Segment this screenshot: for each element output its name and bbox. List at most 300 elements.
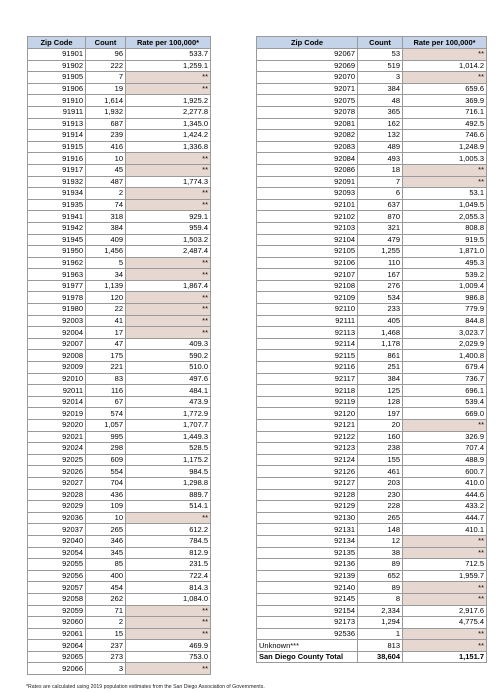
count-cell: 132 xyxy=(358,130,403,142)
rate-cell: 919.5 xyxy=(403,234,487,246)
table-row xyxy=(257,420,487,432)
zip-code-cell: 92065 xyxy=(28,651,86,663)
zip-code-cell: 92081 xyxy=(257,118,358,130)
count-cell: 262 xyxy=(86,593,126,605)
zip-code-cell: 92026 xyxy=(28,466,86,478)
zip-code-cell: 91962 xyxy=(28,257,86,269)
count-cell: 18 xyxy=(358,164,403,176)
rate-cell: 1,084.0 xyxy=(126,593,211,605)
count-cell: 454 xyxy=(86,582,126,594)
count-cell: 1,178 xyxy=(358,338,403,350)
zip-code-cell: 92054 xyxy=(28,547,86,559)
count-cell: 870 xyxy=(358,211,403,223)
zip-code-cell: 92061 xyxy=(28,628,86,640)
rate-cell: 1,336.8 xyxy=(126,141,211,153)
count-cell: 1,294 xyxy=(358,617,403,629)
table-row xyxy=(28,489,211,501)
rate-cell: 722.4 xyxy=(126,570,211,582)
count-cell: 346 xyxy=(86,535,126,547)
zip-code-cell: 92127 xyxy=(257,477,358,489)
count-cell: 20 xyxy=(358,420,403,432)
rate-cell: 1,400.8 xyxy=(403,350,487,362)
count-cell: 276 xyxy=(358,280,403,292)
count-cell: 318 xyxy=(86,211,126,223)
table-row xyxy=(257,535,487,547)
rate-cell: 889.7 xyxy=(126,489,211,501)
table-row xyxy=(28,605,211,617)
count-cell: 574 xyxy=(86,408,126,420)
table-row xyxy=(257,559,487,571)
table-row xyxy=(28,338,211,350)
count-cell: 175 xyxy=(86,350,126,362)
table-row xyxy=(257,269,487,281)
rate-cell: 959.4 xyxy=(126,222,211,234)
rate-cell: 539.4 xyxy=(403,396,487,408)
zip-code-cell: 91978 xyxy=(28,292,86,304)
zip-code-cell: 91963 xyxy=(28,269,86,281)
zip-code-cell: 92536 xyxy=(257,628,358,640)
count-cell: 22 xyxy=(86,304,126,316)
rate-cell: 3,023.7 xyxy=(403,327,487,339)
zip-code-cell: 92091 xyxy=(257,176,358,188)
zip-code-cell: 92020 xyxy=(28,420,86,432)
rate-cell: 1,707.7 xyxy=(126,420,211,432)
table-row xyxy=(257,130,487,142)
count-cell: 345 xyxy=(86,547,126,559)
table-row xyxy=(28,651,211,663)
rate-cell: 410.1 xyxy=(403,524,487,536)
count-cell: 479 xyxy=(358,234,403,246)
rate-cell: ** xyxy=(403,72,487,84)
zip-code-cell: 92135 xyxy=(257,547,358,559)
count-cell: 15 xyxy=(86,628,126,640)
count-cell: 1,255 xyxy=(358,246,403,258)
zip-code-cell: 92070 xyxy=(257,72,358,84)
zip-code-cell: 92086 xyxy=(257,164,358,176)
count-cell: 365 xyxy=(358,106,403,118)
table-row xyxy=(257,292,487,304)
count-cell: 384 xyxy=(358,373,403,385)
zip-code-cell: 91980 xyxy=(28,304,86,316)
rate-cell: 844.8 xyxy=(403,315,487,327)
table-row xyxy=(28,547,211,559)
count-cell: 238 xyxy=(358,443,403,455)
rate-cell: 433.2 xyxy=(403,501,487,513)
zip-code-cell: 92110 xyxy=(257,304,358,316)
table-body-right xyxy=(257,49,487,640)
table-row xyxy=(257,443,487,455)
rate-cell: 539.2 xyxy=(403,269,487,281)
rate-cell: 1,175.2 xyxy=(126,454,211,466)
count-cell: 861 xyxy=(358,350,403,362)
rate-cell: ** xyxy=(126,512,211,524)
zip-code-cell: 92058 xyxy=(28,593,86,605)
table-row xyxy=(28,199,211,211)
table-row xyxy=(28,153,211,165)
table-row xyxy=(257,431,487,443)
count-cell: 1,614 xyxy=(86,95,126,107)
table-row xyxy=(257,199,487,211)
rate-cell: 1,009.4 xyxy=(403,280,487,292)
count-cell: 251 xyxy=(358,362,403,374)
count-cell: 6 xyxy=(358,188,403,200)
table-row xyxy=(28,443,211,455)
zip-code-cell: 92129 xyxy=(257,501,358,513)
table-row xyxy=(28,617,211,629)
rate-cell: 495.3 xyxy=(403,257,487,269)
zip-code-cell: 92140 xyxy=(257,582,358,594)
table-row xyxy=(28,222,211,234)
zip-code-cell: 92071 xyxy=(257,83,358,95)
count-cell: 47 xyxy=(86,338,126,350)
table-row xyxy=(257,304,487,316)
zip-code-cell: 91915 xyxy=(28,141,86,153)
zip-code-cell: 92111 xyxy=(257,315,358,327)
zip-code-cell: 91913 xyxy=(28,118,86,130)
table-row xyxy=(257,466,487,478)
count-cell: 160 xyxy=(358,431,403,443)
zip-code-cell: 91914 xyxy=(28,130,86,142)
rate-cell: ** xyxy=(126,304,211,316)
rate-cell: 1,014.2 xyxy=(403,60,487,72)
count-cell: 409 xyxy=(86,234,126,246)
table-row xyxy=(257,524,487,536)
zip-code-cell: 92118 xyxy=(257,385,358,397)
count-cell: 38 xyxy=(358,547,403,559)
zip-code-cell: 92036 xyxy=(28,512,86,524)
rate-cell: 814.3 xyxy=(126,582,211,594)
rate-cell: 1,772.9 xyxy=(126,408,211,420)
table-row xyxy=(28,466,211,478)
rate-cell: ** xyxy=(403,582,487,594)
rate-cell: ** xyxy=(126,617,211,629)
rate-cell: ** xyxy=(126,315,211,327)
count-cell: 1,456 xyxy=(86,246,126,258)
count-cell: 609 xyxy=(86,454,126,466)
table-body-left xyxy=(28,49,211,675)
zip-code-cell: 91905 xyxy=(28,72,86,84)
count-cell: 321 xyxy=(358,222,403,234)
count-cell: 554 xyxy=(86,466,126,478)
rate-cell: 1,259.1 xyxy=(126,60,211,72)
count-cell: 1,139 xyxy=(86,280,126,292)
zip-code-cell: 91932 xyxy=(28,176,86,188)
table-row xyxy=(28,628,211,640)
table-row xyxy=(28,501,211,513)
rate-cell: ** xyxy=(126,269,211,281)
rate-cell: 753.0 xyxy=(126,651,211,663)
table-row xyxy=(257,501,487,513)
rate-cell: 444.6 xyxy=(403,489,487,501)
table-row xyxy=(257,408,487,420)
count-cell: 2 xyxy=(86,188,126,200)
table-row xyxy=(28,118,211,130)
count-cell: 148 xyxy=(358,524,403,536)
table-row xyxy=(28,83,211,95)
count-cell: 109 xyxy=(86,501,126,513)
count-cell: 8 xyxy=(358,593,403,605)
zip-code-cell: 92106 xyxy=(257,257,358,269)
rate-cell: ** xyxy=(126,188,211,200)
count-cell: 71 xyxy=(86,605,126,617)
rate-cell: 528.5 xyxy=(126,443,211,455)
table-header-row xyxy=(28,37,211,49)
rate-cell: 736.7 xyxy=(403,373,487,385)
count-cell: 265 xyxy=(358,512,403,524)
rate-cell: 612.2 xyxy=(126,524,211,536)
table-row xyxy=(28,512,211,524)
zip-code-cell: 92083 xyxy=(257,141,358,153)
zip-code-cell: 91942 xyxy=(28,222,86,234)
count-cell: 120 xyxy=(86,292,126,304)
table-row xyxy=(28,593,211,605)
rate-cell: 1,774.3 xyxy=(126,176,211,188)
rate-cell: 1,871.0 xyxy=(403,246,487,258)
rate-cell: 669.0 xyxy=(403,408,487,420)
zip-code-cell: 92011 xyxy=(28,385,86,397)
table-row xyxy=(257,570,487,582)
table-row xyxy=(28,95,211,107)
zip-code-cell: 92126 xyxy=(257,466,358,478)
rate-cell: ** xyxy=(403,164,487,176)
table-row xyxy=(257,373,487,385)
zip-code-cell: 92116 xyxy=(257,362,358,374)
zip-code-cell: 92128 xyxy=(257,489,358,501)
count-cell: 400 xyxy=(86,570,126,582)
rate-cell: ** xyxy=(403,535,487,547)
zip-code-header: Zip Code xyxy=(28,37,86,49)
count-cell: 1 xyxy=(358,628,403,640)
table-row xyxy=(257,72,487,84)
rate-cell: 231.5 xyxy=(126,559,211,571)
count-cell: 7 xyxy=(86,72,126,84)
rate-cell: 2,277.8 xyxy=(126,106,211,118)
table-row xyxy=(28,106,211,118)
zip-code-cell: 92139 xyxy=(257,570,358,582)
zip-code-cell: 92028 xyxy=(28,489,86,501)
rate-cell: ** xyxy=(126,292,211,304)
count-cell: 704 xyxy=(86,477,126,489)
count-cell: 162 xyxy=(358,118,403,130)
table-row xyxy=(28,431,211,443)
count-cell: 48 xyxy=(358,95,403,107)
rate-cell: 492.5 xyxy=(403,118,487,130)
table-row xyxy=(28,257,211,269)
count-cell: 652 xyxy=(358,570,403,582)
count-cell: 265 xyxy=(86,524,126,536)
table-row xyxy=(28,362,211,374)
count-cell: 3 xyxy=(358,72,403,84)
table-row xyxy=(28,327,211,339)
rate-cell: 473.9 xyxy=(126,396,211,408)
table-row xyxy=(257,141,487,153)
rate-cell: 986.8 xyxy=(403,292,487,304)
zip-code-cell: 92131 xyxy=(257,524,358,536)
table-row xyxy=(28,211,211,223)
count-cell: 74 xyxy=(86,199,126,211)
table-row xyxy=(257,489,487,501)
zip-code-cell: 91945 xyxy=(28,234,86,246)
count-cell: 405 xyxy=(358,315,403,327)
zip-code-cell: 92007 xyxy=(28,338,86,350)
rate-cell: 1,424.2 xyxy=(126,130,211,142)
count-cell: 167 xyxy=(358,269,403,281)
count-cell: 2 xyxy=(86,617,126,629)
rate-cell: ** xyxy=(126,605,211,617)
table-row xyxy=(257,617,487,629)
count-cell: 197 xyxy=(358,408,403,420)
table-row xyxy=(257,593,487,605)
table-row xyxy=(28,72,211,84)
count-cell: 230 xyxy=(358,489,403,501)
count-cell: 7 xyxy=(358,176,403,188)
rate-cell: ** xyxy=(126,83,211,95)
table-row xyxy=(28,49,211,61)
zip-code-cell: 92003 xyxy=(28,315,86,327)
count-cell: 273 xyxy=(86,651,126,663)
zip-code-cell: 92108 xyxy=(257,280,358,292)
rate-cell: ** xyxy=(126,628,211,640)
table-row xyxy=(257,234,487,246)
unknown-row xyxy=(257,640,487,652)
table-row xyxy=(28,477,211,489)
zip-code-cell: 92093 xyxy=(257,188,358,200)
zip-code-cell: 92025 xyxy=(28,454,86,466)
zip-code-cell: 92029 xyxy=(28,501,86,513)
rate-cell: 53.1 xyxy=(403,188,487,200)
count-cell: 995 xyxy=(86,431,126,443)
count-cell: 89 xyxy=(358,582,403,594)
count-cell: 3 xyxy=(86,663,126,675)
rate-cell: 779.9 xyxy=(403,304,487,316)
rate-cell: 2,487.4 xyxy=(126,246,211,258)
zip-code-cell: 91906 xyxy=(28,83,86,95)
rate-cell: 1,959.7 xyxy=(403,570,487,582)
zip-code-cell: 92064 xyxy=(28,640,86,652)
rate-cell: 707.4 xyxy=(403,443,487,455)
zip-table-left xyxy=(27,36,211,675)
zip-code-cell: 92122 xyxy=(257,431,358,443)
zip-code-cell: 92107 xyxy=(257,269,358,281)
rate-cell: 1,345.0 xyxy=(126,118,211,130)
zip-code-cell: 92124 xyxy=(257,454,358,466)
rate-header: Rate per 100,000* xyxy=(403,37,487,49)
table-row xyxy=(257,257,487,269)
zip-code-cell: 92057 xyxy=(28,582,86,594)
table-row xyxy=(257,95,487,107)
total-count: 38,604 xyxy=(358,651,403,663)
table-row xyxy=(257,49,487,61)
rate-cell: 2,055.3 xyxy=(403,211,487,223)
rate-cell: 1,925.2 xyxy=(126,95,211,107)
count-cell: 116 xyxy=(86,385,126,397)
table-row xyxy=(28,408,211,420)
rate-cell: 590.2 xyxy=(126,350,211,362)
rate-cell: 4,775.4 xyxy=(403,617,487,629)
rate-cell: 1,298.8 xyxy=(126,477,211,489)
zip-code-cell: 92008 xyxy=(28,350,86,362)
rate-cell: ** xyxy=(126,663,211,675)
rate-cell: 410.0 xyxy=(403,477,487,489)
zip-code-cell: 92021 xyxy=(28,431,86,443)
count-header: Count xyxy=(358,37,403,49)
rate-cell: 1,503.2 xyxy=(126,234,211,246)
table-row xyxy=(28,640,211,652)
table-row xyxy=(28,385,211,397)
table-row xyxy=(28,60,211,72)
rate-cell: 929.1 xyxy=(126,211,211,223)
count-cell: 436 xyxy=(86,489,126,501)
count-cell: 155 xyxy=(358,454,403,466)
unknown-rate: ** xyxy=(403,640,487,652)
table-row xyxy=(257,350,487,362)
count-cell: 110 xyxy=(358,257,403,269)
zip-code-cell: 91902 xyxy=(28,60,86,72)
count-cell: 228 xyxy=(358,501,403,513)
zip-code-cell: 91977 xyxy=(28,280,86,292)
count-cell: 1,932 xyxy=(86,106,126,118)
rate-cell: 712.5 xyxy=(403,559,487,571)
zip-code-cell: 92105 xyxy=(257,246,358,258)
zip-code-cell: 92117 xyxy=(257,373,358,385)
count-cell: 17 xyxy=(86,327,126,339)
zip-code-cell: 92134 xyxy=(257,535,358,547)
zip-code-cell: 92119 xyxy=(257,396,358,408)
zip-code-cell: 92040 xyxy=(28,535,86,547)
rate-cell: 812.9 xyxy=(126,547,211,559)
zip-code-cell: 92136 xyxy=(257,559,358,571)
count-cell: 489 xyxy=(358,141,403,153)
table-row xyxy=(257,362,487,374)
count-cell: 2,334 xyxy=(358,605,403,617)
rate-cell: ** xyxy=(403,547,487,559)
zip-code-cell: 92115 xyxy=(257,350,358,362)
count-cell: 41 xyxy=(86,315,126,327)
count-cell: 1,468 xyxy=(358,327,403,339)
rate-cell: 488.9 xyxy=(403,454,487,466)
rate-cell: 444.7 xyxy=(403,512,487,524)
count-cell: 687 xyxy=(86,118,126,130)
zip-code-cell: 92154 xyxy=(257,605,358,617)
rate-cell: ** xyxy=(403,49,487,61)
count-cell: 384 xyxy=(86,222,126,234)
count-cell: 1,057 xyxy=(86,420,126,432)
zip-code-cell: 92037 xyxy=(28,524,86,536)
table-row xyxy=(28,234,211,246)
count-cell: 12 xyxy=(358,535,403,547)
count-cell: 45 xyxy=(86,164,126,176)
rate-cell: 510.0 xyxy=(126,362,211,374)
table-row xyxy=(257,176,487,188)
rate-cell: 696.1 xyxy=(403,385,487,397)
zip-code-cell: 91916 xyxy=(28,153,86,165)
table-row xyxy=(257,188,487,200)
table-row xyxy=(28,130,211,142)
zip-code-cell: 92104 xyxy=(257,234,358,246)
count-cell: 237 xyxy=(86,640,126,652)
rate-cell: 1,248.9 xyxy=(403,141,487,153)
zip-code-cell: 91950 xyxy=(28,246,86,258)
rate-cell: 808.8 xyxy=(403,222,487,234)
zip-code-cell: 92066 xyxy=(28,663,86,675)
zip-code-cell: 92060 xyxy=(28,617,86,629)
table-row xyxy=(257,385,487,397)
table-row xyxy=(257,338,487,350)
rate-cell: 2,917.6 xyxy=(403,605,487,617)
table-row xyxy=(28,582,211,594)
count-cell: 203 xyxy=(358,477,403,489)
unknown-label: Unknown*** xyxy=(257,640,358,652)
